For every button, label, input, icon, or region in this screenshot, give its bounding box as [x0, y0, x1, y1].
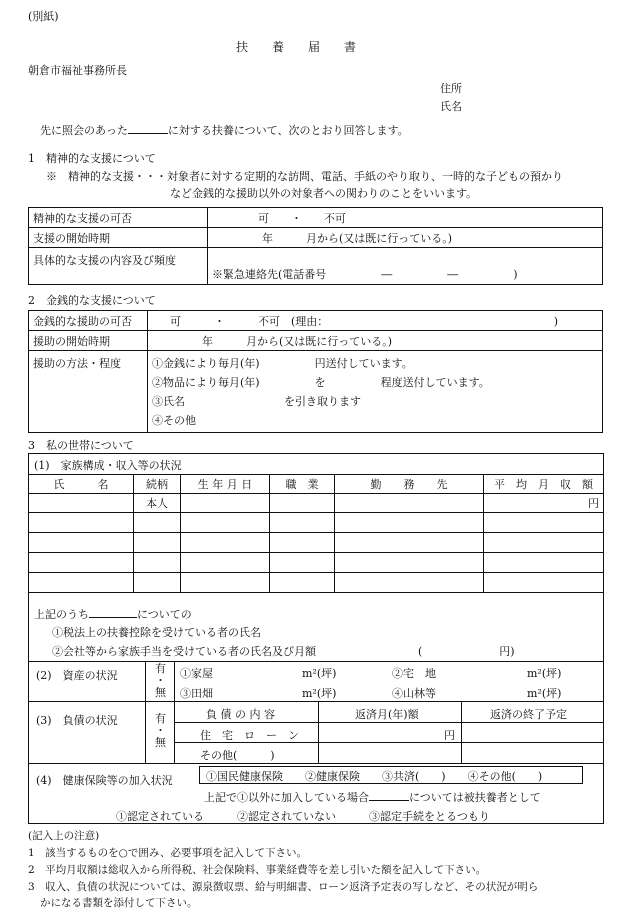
- method-item[interactable]: ②物品により毎月(年) を 程度送付しています。: [152, 376, 490, 389]
- debt-header-amount: 返済月(年)額: [355, 708, 419, 721]
- debt-header-content: 負 債 の 内 容: [206, 708, 275, 721]
- col-workplace: 勤 務 先: [335, 475, 484, 494]
- income-yen: 円: [484, 494, 604, 513]
- divider: [28, 661, 603, 662]
- section1-note-line1: ※ 精神的な支援・・・対象者に対する定期的な訪問、電話、手紙のやり取り、一時的な子どもの預かり: [46, 170, 563, 183]
- address-label: 住所: [440, 82, 462, 95]
- s1-label-1: 支援の開始時期: [29, 228, 208, 248]
- section1-heading: 1 精神的な支援について: [28, 152, 156, 165]
- divider: [145, 701, 146, 763]
- asset-house[interactable]: ①家屋: [180, 667, 213, 680]
- asset-field[interactable]: ③田畑: [180, 687, 213, 700]
- asset-land[interactable]: ②宅 地: [392, 667, 436, 680]
- asset-forest[interactable]: ④山林等: [392, 687, 436, 700]
- divider: [174, 701, 175, 763]
- s1-label-2: 具体的な支援の内容及び頻度: [29, 248, 208, 285]
- allowance-amount[interactable]: ( 円): [418, 645, 515, 658]
- divider: [145, 661, 146, 701]
- s2-methods[interactable]: [148, 351, 603, 433]
- divider: [174, 661, 175, 701]
- s1-value-2[interactable]: ※緊急連絡先(電話番号 ― ― ): [208, 248, 603, 285]
- s2-label-1: 援助の開始時期: [29, 331, 148, 351]
- divider: [174, 722, 603, 723]
- divider: [28, 763, 603, 764]
- assets-yes-no[interactable]: 有 ・ 無: [155, 662, 166, 699]
- addressee: 朝倉市福祉事務所長: [28, 64, 127, 77]
- insurance-line3[interactable]: ①認定されている ②認定されていない ③認定手続をとるつもり: [116, 810, 490, 823]
- section1-note-line2: など金銭的な援助以外の対象者への関わりのことをいいます。: [170, 187, 478, 200]
- asset-unit: m²(坪): [302, 667, 337, 680]
- family-table: [28, 474, 604, 593]
- section2-heading: 2 金銭的な支援について: [28, 294, 156, 307]
- s1-value-0[interactable]: 可 ・ 不可: [208, 208, 603, 228]
- insurance-blank[interactable]: [369, 790, 409, 801]
- among-item-1[interactable]: ①税法上の扶養控除を受けている者の氏名: [52, 626, 261, 639]
- section3-heading: 3 私の世帯について: [28, 439, 134, 452]
- col-birthdate: 生 年 月 日: [181, 475, 270, 494]
- insurance-label: (4) 健康保険等の加入状況: [36, 774, 173, 787]
- debt-other[interactable]: その他( ): [200, 749, 275, 762]
- asset-unit: m²(坪): [302, 687, 337, 700]
- section2-table: [28, 310, 603, 433]
- s2-value-0[interactable]: 可 ・ 不可 (理由： ): [148, 311, 603, 331]
- debts-label: (3) 負債の状況: [36, 714, 118, 727]
- method-item[interactable]: ④その他: [152, 414, 196, 427]
- target-name-blank[interactable]: [128, 123, 168, 134]
- asset-unit: m²(坪): [527, 687, 562, 700]
- col-name: 氏 名: [29, 475, 134, 494]
- method-item[interactable]: ①金銭により毎月(年) 円送付しています。: [152, 357, 413, 370]
- debt-header-end: 返済の終了予定: [490, 708, 567, 721]
- table-row[interactable]: [29, 513, 604, 533]
- among-item-2[interactable]: ②会社等から家族手当を受けている者の氏名及び月額: [52, 645, 316, 658]
- table-row[interactable]: [29, 533, 604, 553]
- section1-table: [28, 207, 603, 285]
- note-item: 1 該当するものを○で囲み、必要事項を記入して下さい。: [28, 847, 307, 859]
- family-heading: (1) 家族構成・収入等の状況: [34, 459, 182, 472]
- s1-label-0: 精神的な支援の可否: [29, 208, 208, 228]
- debt-housing-loan[interactable]: 住 宅 ロ ー ン: [200, 729, 299, 742]
- form-title: 扶 養 届 書: [236, 40, 357, 54]
- s1-value-1[interactable]: 年 月から(又は既に行っている。): [208, 228, 603, 248]
- insurance-line2: 上記で①以外に加入している場合 については被扶養者として: [204, 791, 541, 804]
- debts-yes-no[interactable]: 有 ・ 無: [155, 712, 166, 749]
- col-occupation: 職 業: [270, 475, 335, 494]
- s2-value-1[interactable]: 年 月から(又は既に行っている。): [148, 331, 603, 351]
- table-row[interactable]: [29, 494, 604, 513]
- attachment-label: (別紙): [28, 10, 59, 23]
- note-item: 2 平均月収額は総収入から所得税、社会保険料、事業経費等を差し引いた額を記入して下さい。: [28, 864, 487, 876]
- self-relation: 本人: [134, 494, 181, 513]
- table-row[interactable]: [29, 553, 604, 573]
- asset-unit: m²(坪): [527, 667, 562, 680]
- col-income: 平 均 月 収 額: [484, 475, 604, 494]
- divider: [461, 701, 462, 763]
- among-blank[interactable]: [89, 607, 137, 618]
- divider: [28, 701, 603, 702]
- table-row[interactable]: [29, 573, 604, 593]
- assets-label: (2) 資産の状況: [36, 669, 118, 682]
- notes-heading: (記入上の注意): [28, 830, 100, 842]
- intro-sentence: 先に照会のあった に対する扶養について、次のとおり回答します。: [40, 124, 409, 137]
- method-item[interactable]: ③氏名 を引き取ります: [152, 395, 361, 408]
- name-label: 氏名: [440, 100, 462, 113]
- s2-label-0: 金銭的な援助の可否: [29, 311, 148, 331]
- col-relation: 続柄: [134, 475, 181, 494]
- s2-method-label: 援助の方法・程度: [29, 351, 148, 433]
- note-item: 3 収入、負債の状況については、源泉徴収票、給与明細書、ローン返済予定表の写しなど、その状況が明ら: [28, 881, 539, 893]
- among-line: 上記のうち についての: [34, 608, 192, 621]
- insurance-options[interactable]: ①国民健康保険 ②健康保険 ③共済( ) ④その他( ): [199, 766, 583, 784]
- divider: [318, 701, 319, 763]
- note-item: かになる書類を添付して下さい。: [40, 897, 198, 909]
- debt-yen: 円: [444, 729, 455, 742]
